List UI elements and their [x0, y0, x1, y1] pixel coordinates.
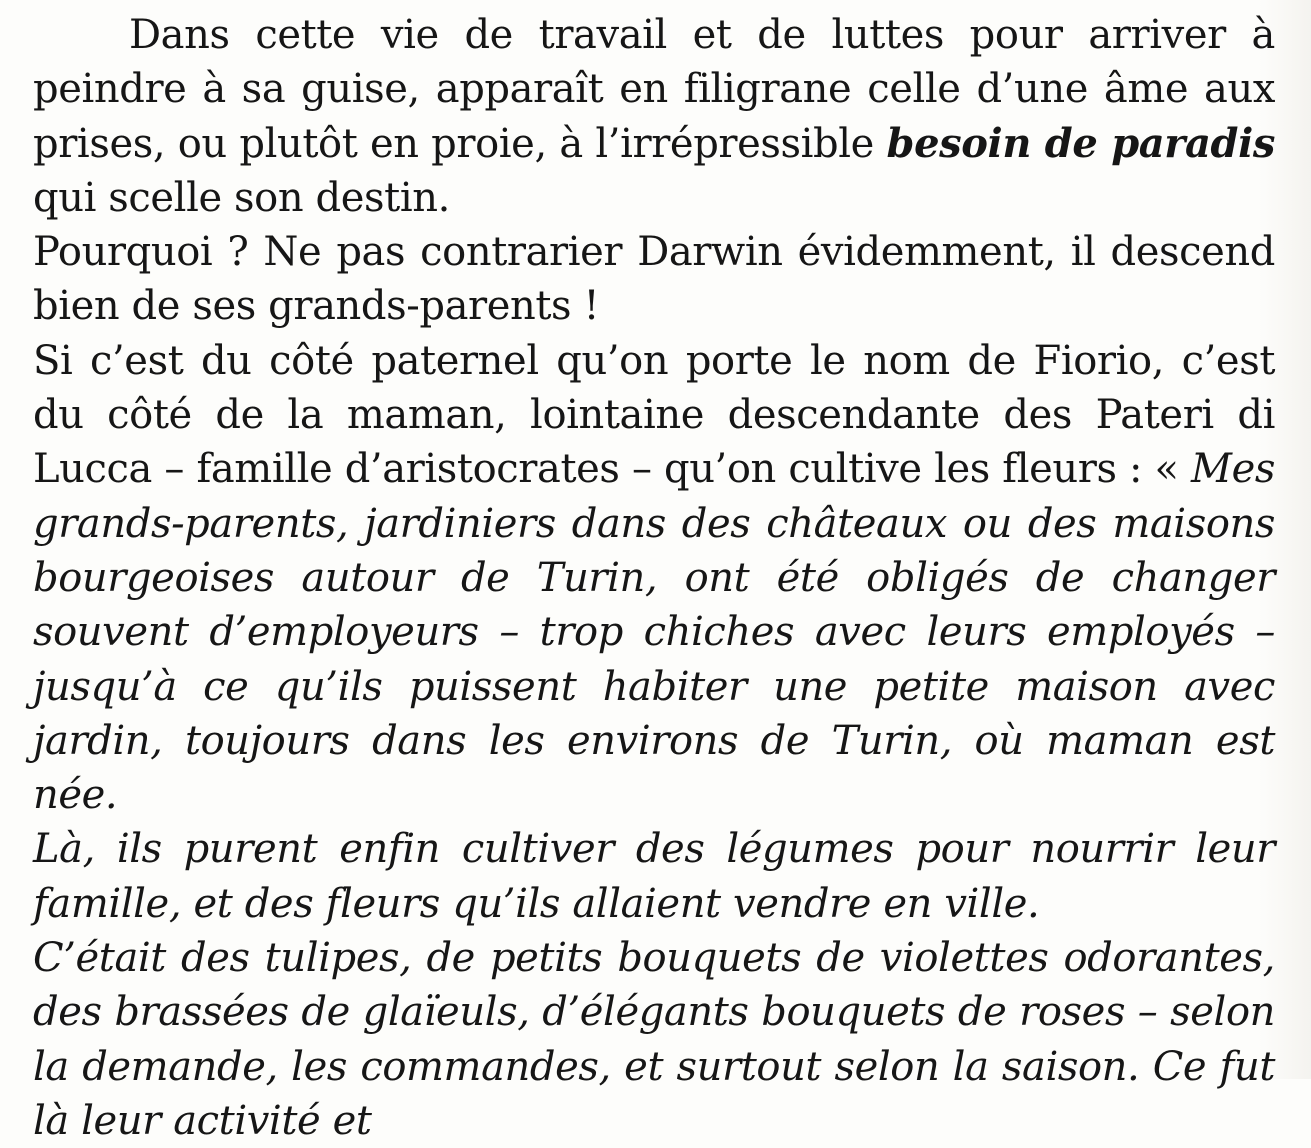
paragraph-1-text-end: qui scelle son destin. [33, 174, 450, 221]
emphasis-besoin-de-paradis: besoin de paradis [886, 119, 1275, 167]
quotation-italic: Mes grands-parents, jardiniers dans des châteaux ou des maisons bourgeoises autour de Turin, ont été obligés de changer souvent d’employeurs – trop chiches avec leurs employés – jusqu’à ce qu’ils puissent habiter une petite maison avec jardin, toujours dans les environs de Turin, où maman est née. [33, 446, 1275, 819]
paragraph-1 [33, 8, 1275, 225]
paragraph-4 [33, 822, 1275, 931]
paragraph-2-text: Pourquoi ? Ne pas contrarier Darwin évidemment, il descend bien de ses grands-parents ! [33, 229, 1275, 330]
paragraph-3-text: Si c’est du côté paternel qu’on porte le nom de Fiorio, c’est du côté de la maman, lointaine descendante des Pateri di Lucca – famille d’aristocrates – qu’on cultive les fleurs : « [33, 337, 1275, 493]
paragraph-4-text: Là, ils purent enfin cultiver des légumes pour nourrir leur famille, et des fleurs qu’ils allaient vendre en ville. [33, 826, 1275, 927]
paragraph-3 [33, 334, 1275, 823]
body-text [33, 8, 1275, 1148]
paragraph-5 [33, 931, 1275, 1148]
paragraph-1-text: Dans cette vie de travail et de luttes pour arriver à peindre à sa guise, apparaît en filigrane celle d’une âme aux prises, ou plutôt en proie, à l’irrépressible [33, 12, 1275, 167]
paragraph-5-text: C’était des tulipes, de petits bouquets de violettes odorantes, des brassées de glaïeuls, d’élégants bouquets de roses – selon la demande, les commandes, et surtout selon la saison. Ce fut là leur activité et [33, 935, 1275, 1144]
paragraph-2 [33, 225, 1275, 334]
